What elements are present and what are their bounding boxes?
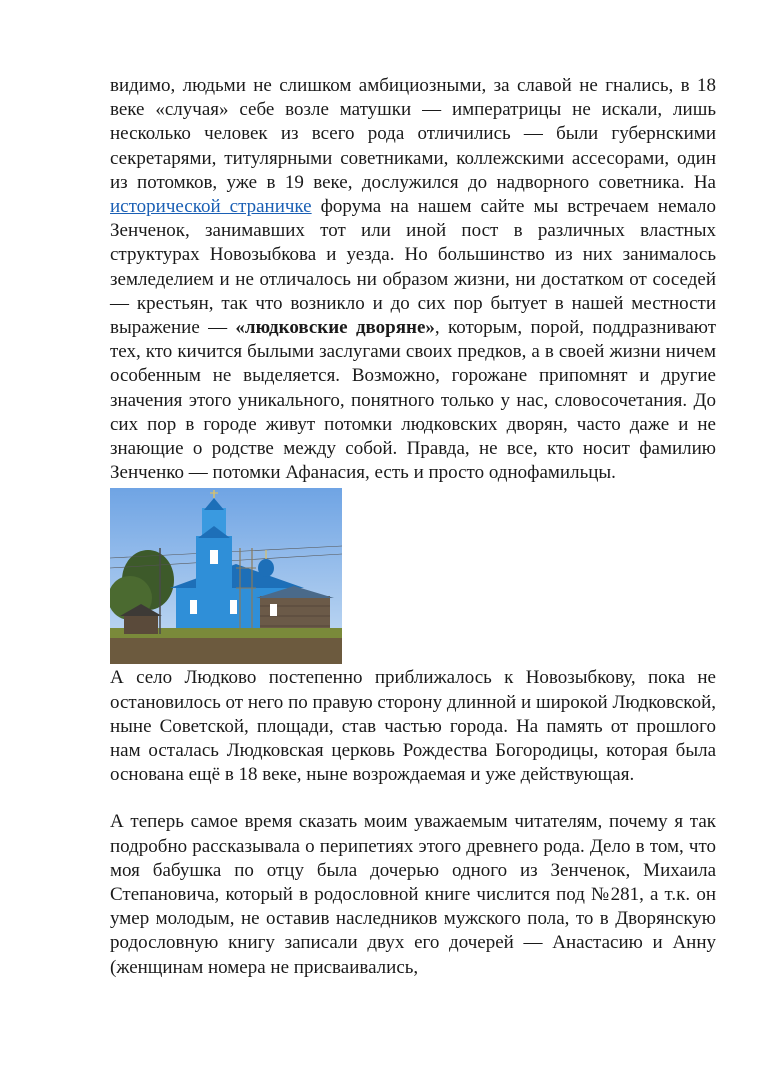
historical-page-link[interactable]: исторической страничке bbox=[110, 196, 312, 218]
bold-phrase: «людковские дворяне» bbox=[235, 317, 435, 339]
paragraph-3: А теперь самое время сказать моим уважаемым читателям, почему я так подробно рассказывала о перипетиях этого древнего рода. Дело в том, что моя бабушка по отцу была дочерью одного из Зенченок, Михаила Степановича, который в родословной книге числится под №281, а т.к. он умер молодым, не оставив наследников мужского пола, то в Дворянскую родословную книгу записали двух его дочерей — Анастасию и Анну (женщинам номера не присваивались, bbox=[110, 811, 716, 978]
paragraph-1-text-b: форума на нашем сайте мы встречаем немало Зенченок, занимавших тот или иной пост в различных властных структурах Новозыбкова и уезда. Но большинство из них занималось земледелием и не отличалось ни образом жизни, ни достатком от соседей — крестьян, так что возникло и до сих пор бытует в нашей местности выражение — bbox=[110, 196, 717, 339]
paragraph-1 bbox=[110, 74, 716, 485]
paragraph-2: А село Людково постепенно приближалось к Новозыбкову, пока не остановилось от него по правую сторону длинной и широкой Людковской, ныне Советской, площади, став частью города. На память от прошлого нам осталась Людковская церковь Рождества Богородицы, которая была основана ещё в 18 веке, ныне возрождаемая и уже действующая. bbox=[110, 667, 716, 786]
paragraph-1-text-a: видимо, людьми не слишком амбициозными, за славой не гнались, в 18 веке «случая» себе возле матушки — императрицы не искали, лишь несколько человек из всего рода отличились — были губернскими секретарями, титулярными советниками, коллежскими ассесорами, один из потомков, уже в 19 веке, дослужился до надворного советника. На bbox=[110, 75, 716, 193]
paragraph-gap bbox=[110, 787, 716, 810]
paragraph-1-text-c: , которым, порой, поддразнивают тех, кто кичится былыми заслугами своих предков, а в своей жизни ничем особенным не выделяется. Возможно, горожане припомнят и другие значения этого уникального, понятного только у нас, словосочетания. До сих пор в городе живут потомки людковских дворян, часто даже и не знающие о родстве между собой. Правда, не все, кто носит фамилию Зенченко — потомки Афанасия, есть и просто однофамильцы. bbox=[110, 317, 717, 484]
church-photo bbox=[110, 488, 342, 664]
